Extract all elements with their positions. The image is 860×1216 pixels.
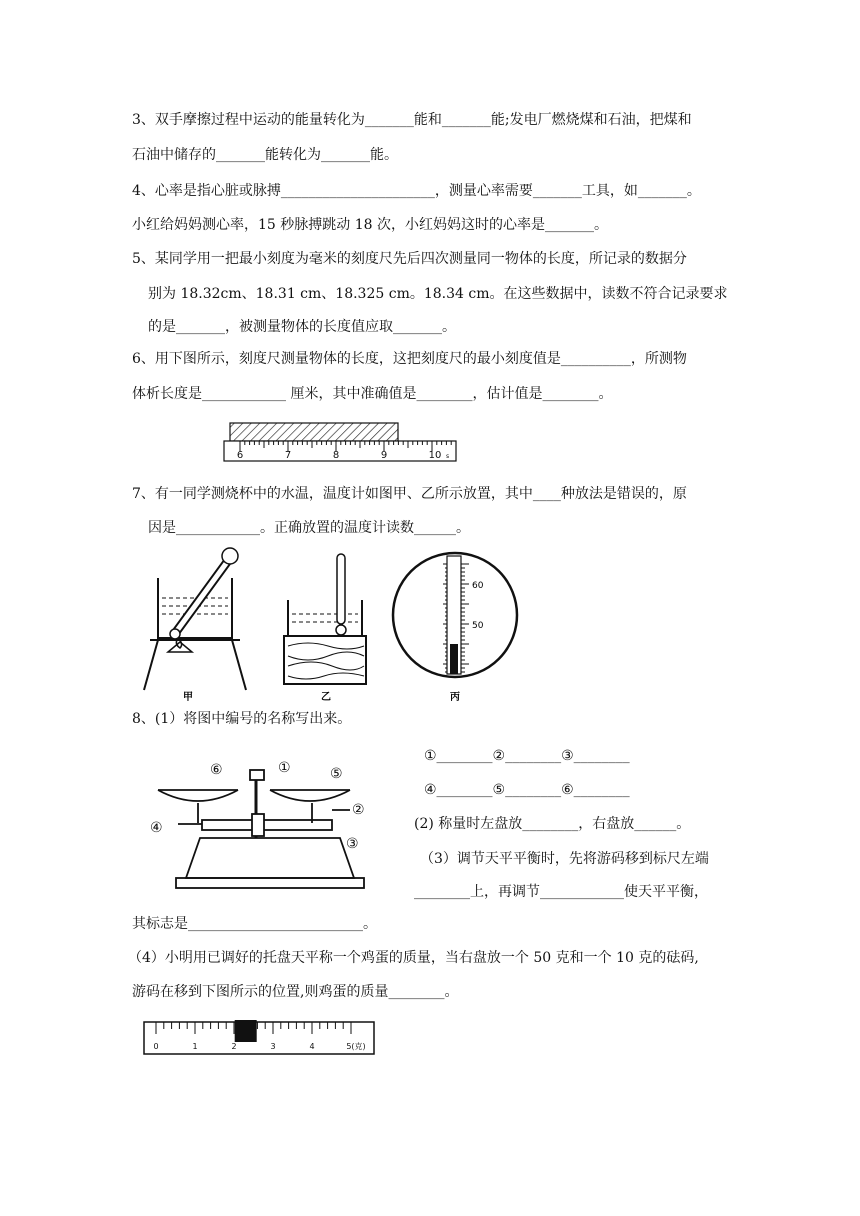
q8-line4b: 游码在移到下图所示的位置,则鸡蛋的质量________。 — [132, 984, 459, 1000]
beaker-a — [144, 578, 246, 690]
q5-line1: 5、某同学用一把最小刻度为毫米的刻度尺先后四次测量同一物体的长度，所记录的数据分 — [132, 251, 687, 267]
q8-blank-row2: ④________⑤________⑥________ — [424, 782, 630, 798]
left-pan — [158, 790, 238, 801]
q3-line1: 3、双手摩擦过程中运动的能量转化为_______能和_______能;发电厂燃烧煤和石油，把煤和 — [132, 112, 692, 128]
balance-num-1: ① — [278, 760, 291, 776]
ruler-label-6: 6 — [236, 450, 244, 461]
q8-line3b: ________上，再调节____________使天平平衡， — [414, 884, 708, 900]
q4-line1: 4、心率是指心脏或脉搏______________________，测量心率需要_______工具，如_______。 — [132, 183, 701, 199]
balance-base — [186, 838, 354, 878]
beaker-b — [284, 600, 366, 684]
q7-line1: 7、有一同学测烧杯中的水温，温度计如图甲、乙所示放置，其中____种放法是错误的，原 — [132, 486, 687, 502]
ruler-label-9: 9 — [380, 450, 388, 461]
beam-label-2: 2 — [231, 1042, 237, 1051]
beam-label-0: 0 — [153, 1042, 159, 1051]
mercury-column — [450, 644, 458, 674]
q8-blank-row1: ①________②________③________ — [424, 748, 630, 764]
wood-block — [288, 643, 364, 679]
balance-num-5: ⑤ — [330, 766, 343, 782]
water-b — [292, 614, 358, 622]
q8-line2: (2) 称量时左盘放________，右盘放______。 — [414, 816, 691, 832]
q4-line2: 小红给妈妈测心率，15 秒脉搏跳动 18 次，小红妈妈这时的心率是_______。 — [132, 217, 608, 233]
balance-num-2: ② — [352, 802, 365, 818]
right-pan — [270, 790, 350, 801]
beam-label-4: 4 — [309, 1042, 315, 1051]
label-jia: 甲 — [183, 692, 193, 703]
beam-label-3: 3 — [270, 1042, 276, 1051]
q3-line2: 石油中储存的_______能转化为_______能。 — [132, 147, 398, 163]
rider — [252, 814, 264, 836]
rider-weight — [235, 1020, 257, 1042]
thermometer-a — [170, 548, 238, 639]
scale-60: 60 — [472, 581, 484, 591]
balance-num-3: ③ — [346, 836, 359, 852]
q7-line2: 因是____________。正确放置的温度计读数______。 — [148, 520, 470, 536]
balance-foot — [176, 878, 364, 888]
ruler-label-10: 10 — [428, 450, 442, 461]
scale-50: 50 — [472, 621, 484, 631]
ruler-label-7: 7 — [284, 450, 292, 461]
q8-title: 8、(1）将图中编号的名称写出来。 — [132, 711, 352, 727]
q5-line2: 别为 18.32cm、18.31 cm、18.325 cm。18.34 cm。在这些数据中，读数不符合记录要求 — [148, 286, 728, 302]
thermometer-b — [336, 554, 346, 635]
ruler-label-8: 8 — [332, 450, 340, 461]
q8-line3a: （3）调节天平平衡时，先将游码移到标尺左端 — [420, 851, 709, 867]
beam-label-1: 1 — [192, 1042, 198, 1051]
balance-figure — [140, 748, 390, 898]
thermometer-figures — [130, 540, 520, 705]
beam-label-5: 5(克) — [346, 1042, 366, 1051]
thermometer-c-zoom — [393, 553, 517, 677]
q6-line1: 6、用下图所示，刻度尺测量物体的长度，这把刻度尺的最小刻度值是__________，所测物 — [132, 351, 687, 367]
rider-scale-figure — [140, 1016, 380, 1060]
balance-num-6: ⑥ — [210, 762, 223, 778]
balance-num-4: ④ — [150, 820, 163, 836]
q8-line3c: 其标志是_________________________。 — [132, 916, 377, 932]
ruler-figure — [222, 418, 462, 468]
q5-line3: 的是_______，被测量物体的长度值应取_______。 — [148, 319, 456, 335]
label-bing: 丙 — [450, 692, 460, 703]
measured-object — [230, 423, 398, 441]
label-yi: 乙 — [321, 692, 331, 703]
ruler-unit: s — [446, 453, 450, 460]
q8-line4a: （4）小明用已调好的托盘天平称一个鸡蛋的质量，当右盘放一个 50 克和一个 10 克的砝码, — [128, 950, 699, 966]
q6-line2: 体析长度是____________ 厘米，其中准确值是________，估计值是________。 — [132, 386, 613, 402]
